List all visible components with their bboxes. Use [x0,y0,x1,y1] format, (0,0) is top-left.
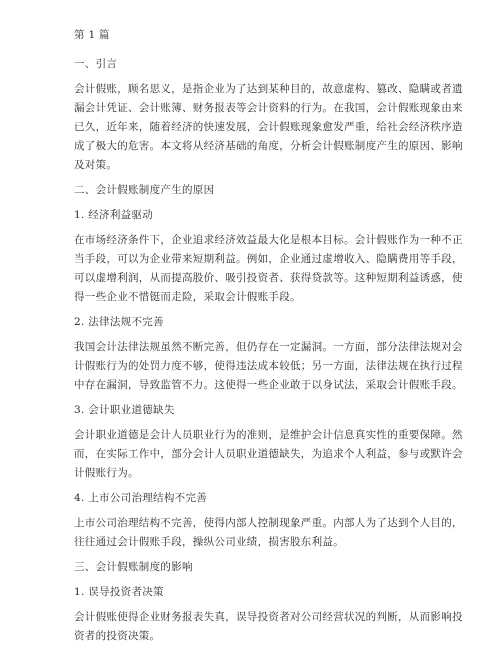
paragraph-line: 中存在漏洞，导致监管不力。这使得一些企业敢于以身试法，采取会计假账手段。 [74,379,463,391]
paragraph-line: 会计假账，顾名思义，是指企业为了达到某种目的，故意虚构、篡改、隐瞒或者遗 [74,83,463,95]
governance-paragraph [74,514,463,552]
paragraph-line: 计假账行为的处罚力度不够，使得违法成本较低；另一方面，法律法规在执行过程 [74,360,463,372]
laws-paragraph [74,338,463,395]
subheading-ethics: 3. 会计职业道德缺失 [74,404,175,416]
section-heading-causes: 二、会计假账制度产生的原因 [74,184,215,196]
part-title: 第 1 篇 [74,29,110,41]
paragraph-line: 已久，近年来，随着经济的快速发展，会计假账现象愈发严重，给社会经济秩序造 [74,121,463,133]
ethics-paragraph [74,426,463,483]
mislead-investors-paragraph [74,608,463,646]
paragraph-line: 漏会计凭证、会计账簿、财务报表等会计资料的行为。在我国，会计假账现象由来 [74,102,463,114]
economic-interest-paragraph [74,231,463,307]
subheading-laws: 2. 法律法规不完善 [74,316,164,328]
document-page [74,26,463,646]
intro-paragraph [74,80,463,175]
paragraph-line: 及对策。 [74,159,118,171]
subheading-governance: 4. 上市公司治理结构不完善 [74,492,208,504]
section-heading-intro: 一、引言 [74,58,118,70]
subheading-economic-interest: 1. 经济利益驱动 [74,209,154,221]
paragraph-line: 往往通过会计假账手段，操纵公司业绩，损害股东利益。 [74,536,344,548]
paragraph-line: 计假账行为。 [74,467,139,479]
paragraph-line: 当手段，可以为企业带来短期利益。例如，企业通过虚增收入、隐瞒费用等手段， [74,253,463,265]
paragraph-line: 成了极大的危害。本文将从经济基础的角度，分析会计假账制度产生的原因、影响 [74,140,463,152]
paragraph-line: 而，在实际工作中，部分会计人员职业道德缺失，为追求个人利益，参与或默许会 [74,448,463,460]
paragraph-line: 会计假账使得企业财务报表失真，误导投资者对公司经营状况的判断，从而影响投 [74,611,463,623]
section-heading-impact: 三、会计假账制度的影响 [74,561,193,573]
subheading-mislead-investors: 1. 误导投资者决策 [74,586,164,598]
paragraph-line: 会计职业道德是会计人员职业行为的准则，是维护会计信息真实性的重要保障。然 [74,429,463,441]
paragraph-line: 可以虚增利润，从而提高股价、吸引投资者、获得贷款等。这种短期利益诱惑，使 [74,272,463,284]
paragraph-line: 我国会计法律法规虽然不断完善，但仍存在一定漏洞。一方面，部分法律法规对会 [74,341,463,353]
paragraph-line: 上市公司治理结构不完善，使得内部人控制现象严重。内部人为了达到个人目的， [74,517,463,529]
paragraph-line: 资者的投资决策。 [74,630,161,642]
paragraph-line: 得一些企业不惜铤而走险，采取会计假账手段。 [74,291,301,303]
paragraph-line: 在市场经济条件下，企业追求经济效益最大化是根本目标。会计假账作为一种不正 [74,234,463,246]
